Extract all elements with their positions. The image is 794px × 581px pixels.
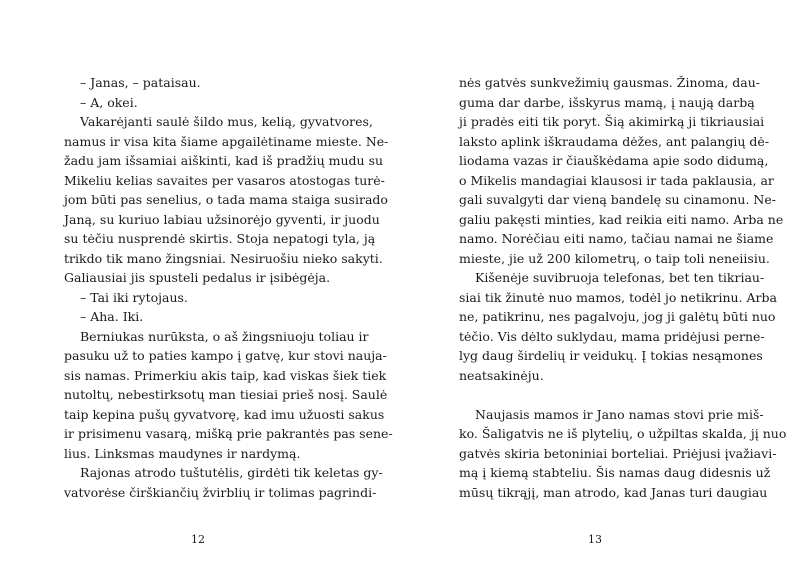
text-line: galiu pakęsti minties, kad reikia eiti namo. Arba ne [459, 211, 784, 227]
text-line: ir prisimenu vasarą, mišką prie pakrantės pas sene- [64, 426, 393, 441]
text-line: mą į kiemą stabteliu. Šis namas daug didesnis už [459, 465, 771, 480]
text-line: sis namas. Primerkiu akis taip, kad viskas šiek tiek [64, 367, 387, 383]
text-line: Berniukas nurūksta, o aš žingsniuoju toliau ir [80, 328, 369, 344]
text-line: Vakarėjanti saulė šildo mus, kelią, gyvatvores, [80, 114, 373, 129]
text-line: Naujasis mamos ir Jano namas stovi prie miš- [475, 406, 764, 422]
text-line: liodama vazas ir čiauškėdama apie sodo didumą, [459, 153, 769, 168]
text-line: siai tik žinutė nuo mamos, todėl jo netikrinu. Arba [459, 289, 777, 305]
text-line: jom būti pas senelius, o tada mama staiga susirado [64, 192, 388, 207]
text-line: žadu jam išsamiai aiškinti, kad iš pradžių mudu su [64, 153, 384, 168]
text-line: gatvės skiria betoniniai borteliai. Priėjusi įvažiavi- [459, 445, 777, 461]
text-line: mieste, jie už 200 kilometrų, o taip toli neneiisiu. [459, 250, 770, 266]
text-line: Mikeliu kelias savaites per vasaros atostogas turė- [64, 172, 385, 188]
text-line: Janą, su kuriuo labiau užsinorėjo gyventi, ir juodu [64, 211, 380, 227]
blank-line [459, 385, 731, 405]
text-line: trikdo tik mano žingsniai. Nesiruošiu nieko sakyti. [64, 250, 383, 266]
text-line: guma dar darbe, išskyrus mamą, į naują darbą [459, 94, 755, 110]
text-line: namo. Norėčiau eiti namo, tačiau namai ne šiame [459, 231, 774, 246]
text-line: taip kepina pušų gyvatvorę, kad imu užuosti sakus [64, 406, 385, 422]
text-line: ko. Šaligatvis ne iš plytelių, o užpiltas skalda, jį nuo [459, 426, 787, 441]
text-line: – Janas, – pataisau. [80, 75, 201, 90]
text-line: laksto aplink iškraudama dėžes, ant palangių dė- [459, 133, 770, 149]
left-page-text [64, 73, 393, 502]
page-number-right: 13 [588, 533, 602, 546]
text-line: lius. Linksmas maudynes ir nardymą. [64, 445, 301, 461]
text-line: su tėčiu nusprendė skirtis. Stoja nepatogi tyla, ją [64, 231, 376, 246]
text-line: vatvorėse čirškiančių žvirblių ir tolimas pagrindi- [64, 484, 377, 500]
text-line: mūsų tikrąjį, man atrodo, kad Janas turi daugiau [459, 484, 768, 500]
text-line: tėčio. Vis dėlto suklydau, mama pridėjusi perne- [459, 328, 765, 344]
text-line: Galiausiai jis spusteli pedalus ir įsibėgėja. [64, 270, 331, 285]
text-line: pasuku už to paties kampo į gatvę, kur stovi nauja- [64, 348, 387, 363]
text-line: ne, patikrinu, nes pagalvoju, jog ji galėtų būti nuo [459, 309, 776, 324]
text-line: – Tai iki rytojaus. [80, 289, 188, 305]
text-line: Rajonas atrodo tuštutėlis, girdėti tik keletas gy- [80, 465, 383, 480]
text-line: gali suvalgyti dar vieną bandelę su cinamonu. Ne- [459, 192, 776, 207]
text-line: – Aha. Iki. [80, 309, 144, 324]
text-line: o Mikelis mandagiai klausosi ir tada paklausia, ar [459, 172, 774, 188]
text-line: Kišenėje suvibruoja telefonas, bet ten tikriau- [475, 270, 765, 285]
text-line: – A, okei. [80, 94, 138, 110]
text-line: nutoltų, nebestirksotų man tiesiai prieš nosį. Saulė [64, 387, 388, 402]
text-line: nės gatvės sunkvežimių gausmas. Žinoma, dau- [459, 75, 760, 90]
text-line: neatsakinėju. [459, 367, 544, 383]
text-line: lyg daug širdelių ir veidukų. Į tokias nesąmones [459, 348, 763, 363]
text-line: namus ir visa kita šiame apgailėtiname mieste. Ne- [64, 133, 389, 149]
text-line: ji pradės eiti tik poryt. Šią akimirką ji tikriausiai [459, 114, 765, 129]
right-page-text [459, 73, 787, 502]
page-number-left: 12 [191, 533, 205, 546]
right-page [397, 0, 794, 581]
